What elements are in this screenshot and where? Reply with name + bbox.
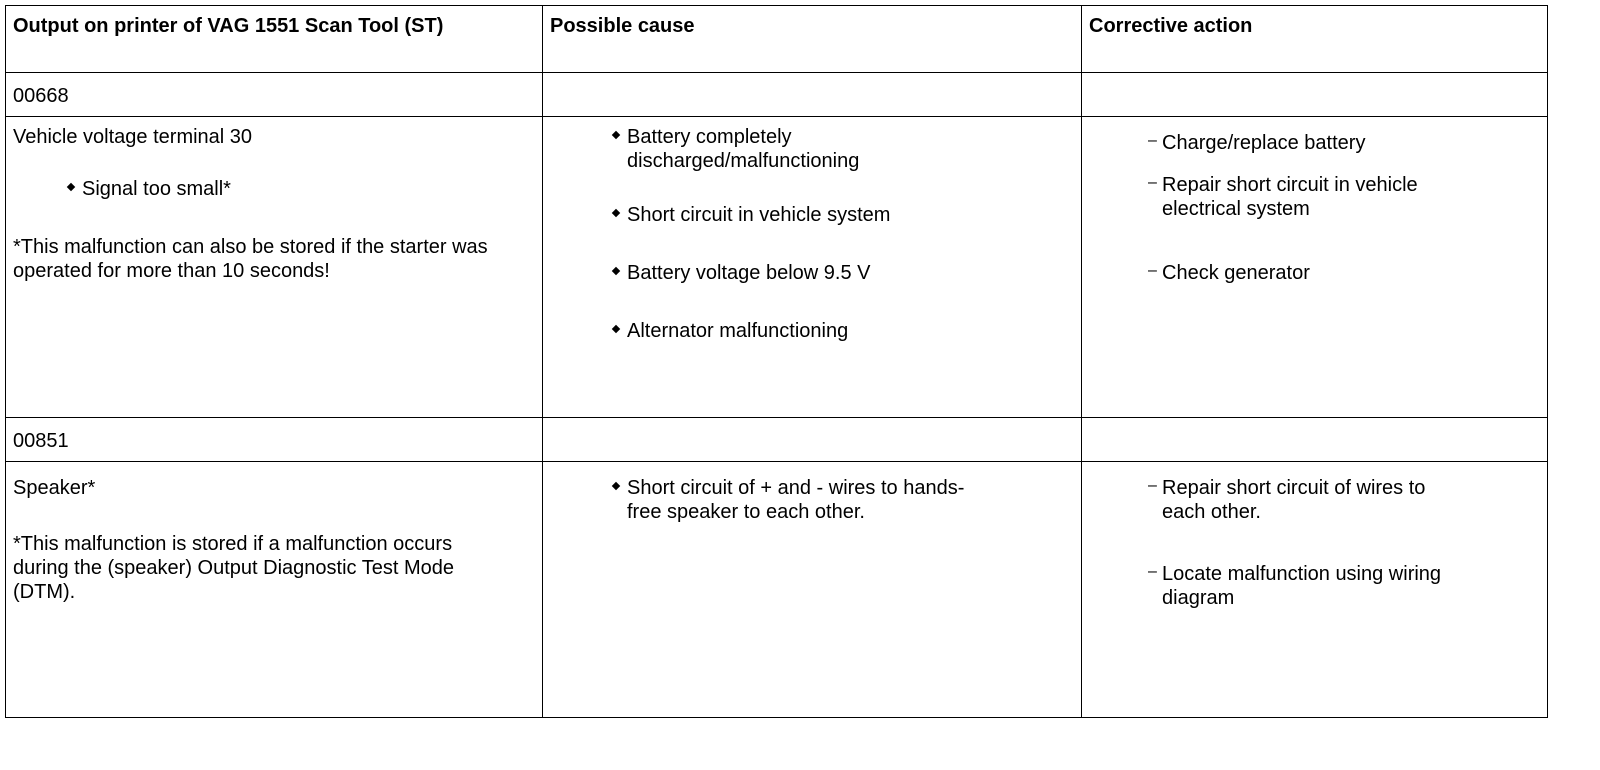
cause-item: Battery completely discharged/malfunctioning [613,125,1053,173]
fault-table [5,5,1548,718]
fault-code: 00668 [6,73,543,117]
header-possible-cause: Possible cause [543,6,1082,73]
dash-bullet-icon: – [1148,563,1157,580]
possible-cause-cell [543,462,1082,718]
dash-bullet-icon: – [1148,262,1157,279]
diamond-bullet-icon [67,183,75,191]
fault-code: 00851 [6,418,543,462]
action-item: – Check generator [1148,262,1310,284]
fault-detail-row [6,117,1548,418]
possible-cause-cell [543,117,1082,418]
fault-output-cell [6,462,543,718]
fault-title: Speaker* [13,477,96,499]
fault-title: Vehicle voltage terminal 30 [13,126,253,148]
corrective-action-cell [1082,117,1548,418]
fault-note: *This malfunction is stored if a malfunction occurs during the (speaker) Output Diagnostic Test Mode (DTM). [13,533,454,603]
diamond-bullet-icon [612,131,620,139]
dash-bullet-icon: – [1148,132,1157,149]
cause-item: Short circuit in vehicle system [613,203,1053,227]
header-corrective-action: Corrective action [1082,6,1548,73]
cause-item: Alternator malfunctioning [613,319,1053,343]
fault-note: *This malfunction can also be stored if the starter was operated for more than 10 seconds! [13,236,488,282]
empty-cell [1082,73,1548,117]
fault-sub-item: Signal too small* [68,177,528,201]
empty-cell [1082,418,1548,462]
empty-cell [543,73,1082,117]
empty-cell [543,418,1082,462]
cause-item: Battery voltage below 9.5 V [613,261,1053,285]
fault-detail-row [6,462,1548,718]
action-item: – Repair short circuit of wires to each other. [1148,477,1426,523]
diamond-bullet-icon [612,209,620,217]
diamond-bullet-icon [612,267,620,275]
fault-code-row [6,418,1548,462]
dash-bullet-icon: – [1148,174,1157,191]
action-item: – Locate malfunction using wiring diagram [1148,563,1442,609]
table-header-row [6,6,1548,73]
diamond-bullet-icon [612,325,620,333]
header-output: Output on printer of VAG 1551 Scan Tool (ST) [6,6,543,73]
corrective-action-cell [1082,462,1548,718]
diamond-bullet-icon [612,482,620,490]
action-item: – Repair short circuit in vehicle electrical system [1148,174,1418,220]
fault-code-row [6,73,1548,117]
action-item: – Charge/replace battery [1148,132,1366,154]
fault-output-cell [6,117,543,418]
dash-bullet-icon: – [1148,477,1157,494]
cause-item: Short circuit of + and - wires to hands- free speaker to each other. [613,476,1063,524]
